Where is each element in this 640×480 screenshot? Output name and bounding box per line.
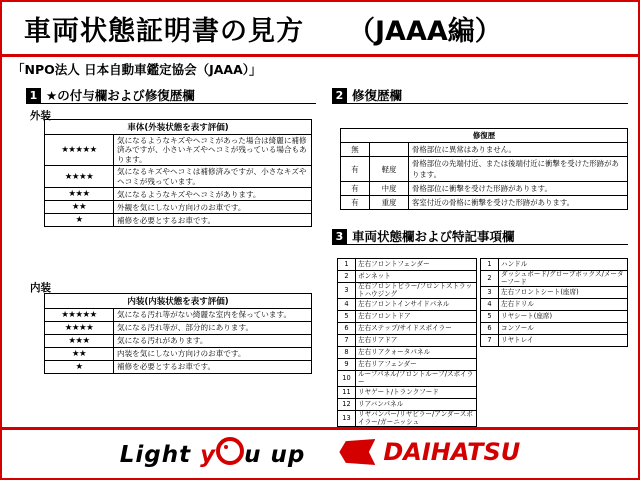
- list-item: [481, 287, 628, 299]
- part-name: コンソール: [499, 323, 628, 335]
- table-row: [341, 143, 628, 157]
- rating-description: 外観を気にしない方向けのお車です。: [114, 201, 312, 214]
- part-number: 5: [481, 311, 499, 323]
- table-row: [45, 166, 312, 188]
- rating-description: 補修を必要とするお車です。: [114, 361, 312, 374]
- exterior-label: 外装: [30, 110, 51, 122]
- section-3-heading: [332, 227, 515, 245]
- interior-parts-table: [480, 258, 628, 347]
- rating-description: 気になるようなキズやヘコミがあった場合は綺麗に補修済みですが、小さいキズやヘコミが残っている場合もあります。: [114, 135, 312, 166]
- list-item: [338, 347, 477, 359]
- repair-description: 骨格部位の先端付近、または後端付近に衝撃を受けた形跡があります。: [409, 157, 628, 182]
- rating-stars: ★★★★★: [45, 135, 114, 166]
- part-number: 8: [338, 347, 356, 359]
- repair-description: 骨格部位に異常はありません。: [409, 143, 628, 157]
- table-row: [45, 214, 312, 227]
- part-number: 7: [338, 335, 356, 347]
- part-name: ボンネット: [356, 271, 477, 283]
- part-number: 7: [481, 335, 499, 347]
- table-row: [341, 182, 628, 196]
- page-title-suffix: （JAAA編）: [348, 15, 502, 47]
- part-name: リヤシート(座席): [499, 311, 628, 323]
- rating-stars: ★★★: [45, 188, 114, 201]
- part-number: 3: [481, 287, 499, 299]
- list-item: [481, 311, 628, 323]
- exterior-table-header: 車体(外装状態を表す評価): [45, 120, 312, 135]
- part-name: リヤバンパー/リヤピラー/アンダースポイラー/ガーニッシュ: [356, 411, 477, 427]
- brand-logo: [339, 438, 520, 466]
- section-2-rule: [332, 103, 628, 104]
- part-number: 6: [338, 323, 356, 335]
- table-header-row: [45, 294, 312, 309]
- list-item: [481, 299, 628, 311]
- part-number: 2: [338, 271, 356, 283]
- table-row: [341, 157, 628, 182]
- part-name: ルーフパネル/フロントルーフ/スポイラー: [356, 371, 477, 387]
- rating-description: 補修を必要とするお車です。: [114, 214, 312, 227]
- rating-stars: ★: [45, 214, 114, 227]
- repair-history-table: [340, 128, 628, 210]
- interior-table-header: 内装(内装状態を表す評価): [45, 294, 312, 309]
- interior-grading-table: [44, 293, 312, 374]
- part-name: 左右リアフェンダー: [356, 359, 477, 371]
- rating-stars: ★★★: [45, 335, 114, 348]
- part-name: 左右フロントピラー/フロントストラットハウジング: [356, 283, 477, 299]
- section-2-heading: [332, 86, 402, 104]
- list-item: [481, 271, 628, 287]
- tagline-y: y: [200, 441, 217, 468]
- part-number: 11: [338, 387, 356, 399]
- table-row: [341, 196, 628, 210]
- part-number: 2: [481, 271, 499, 287]
- part-number: 4: [338, 299, 356, 311]
- section-3-rule: [332, 244, 628, 245]
- list-item: [338, 271, 477, 283]
- part-number: 13: [338, 411, 356, 427]
- list-item: [338, 359, 477, 371]
- list-item: [338, 411, 477, 427]
- section-1-rule: [26, 103, 316, 104]
- rating-description: 気になる汚れ等がない綺麗な室内を保っています。: [114, 309, 312, 322]
- page-title: 車両状態証明書の見方: [24, 15, 304, 47]
- table-row: [45, 188, 312, 201]
- part-number: 10: [338, 371, 356, 387]
- repair-mark: 有: [341, 182, 370, 196]
- daihatsu-d-icon: [339, 439, 375, 465]
- page-footer: [2, 426, 638, 478]
- list-item: [338, 335, 477, 347]
- table-row: [45, 135, 312, 166]
- table-row: [45, 348, 312, 361]
- repair-level: [370, 143, 409, 157]
- repair-mark: 無: [341, 143, 370, 157]
- list-item: [481, 323, 628, 335]
- brand-name: DAIHATSU: [383, 438, 521, 466]
- rating-stars: ★: [45, 361, 114, 374]
- exterior-grading-table: [44, 119, 312, 227]
- tagline-part-2: u up: [244, 441, 306, 468]
- table-row: [45, 322, 312, 335]
- part-name: リヤトレイ: [499, 335, 628, 347]
- section-2-title: 修復歴欄: [352, 88, 403, 103]
- repair-description: 骨格部位に衝撃を受けた形跡があります。: [409, 182, 628, 196]
- part-name: ハンドル: [499, 259, 628, 271]
- list-item: [338, 387, 477, 399]
- list-item: [338, 399, 477, 411]
- tagline-part-1: Light: [119, 441, 201, 468]
- section-3-number: 3: [332, 229, 347, 244]
- list-item: [338, 371, 477, 387]
- part-number: 3: [338, 283, 356, 299]
- rating-description: 内装を気にしない方向けのお車です。: [114, 348, 312, 361]
- list-item: [338, 311, 477, 323]
- interior-label: 内装: [30, 282, 51, 294]
- table-row: [45, 335, 312, 348]
- rating-stars: ★★★★: [45, 322, 114, 335]
- part-name: 左右リアクォータパネル: [356, 347, 477, 359]
- header-divider: [2, 54, 638, 57]
- part-number: 1: [481, 259, 499, 271]
- part-name: 左右ステップ/サイドスポイラー: [356, 323, 477, 335]
- table-header-row: [45, 120, 312, 135]
- rating-stars: ★★★★: [45, 166, 114, 188]
- part-number: 5: [338, 311, 356, 323]
- rating-description: 気になるキズやヘコミは補修済みですが、小さなキズやヘコミが残っています。: [114, 166, 312, 188]
- section-1-title: ★の付与欄および修復歴欄: [46, 88, 195, 103]
- section-2-number: 2: [332, 88, 347, 103]
- part-number: 12: [338, 399, 356, 411]
- page-header: [2, 2, 638, 54]
- list-item: [338, 283, 477, 299]
- table-header-row: [341, 129, 628, 143]
- part-name: 左右フロントシート(座席): [499, 287, 628, 299]
- part-name: ダッシュボード/グローブボックス/メーターフード: [499, 271, 628, 287]
- tagline-o-icon: [216, 437, 244, 465]
- part-name: 左右フロントフェンダー: [356, 259, 477, 271]
- list-item: [481, 259, 628, 271]
- part-name: 左右リアドア: [356, 335, 477, 347]
- list-item: [338, 299, 477, 311]
- repair-level: 中度: [370, 182, 409, 196]
- repair-description: 客室付近の骨格に衝撃を受けた形跡があります。: [409, 196, 628, 210]
- part-name: リアバンパネル: [356, 399, 477, 411]
- section-3-title: 車両状態欄および特記事項欄: [352, 229, 515, 244]
- list-item: [481, 335, 628, 347]
- list-item: [338, 259, 477, 271]
- part-name: 左右フロントインサイドパネル: [356, 299, 477, 311]
- part-number: 9: [338, 359, 356, 371]
- part-number: 1: [338, 259, 356, 271]
- rating-stars: ★★: [45, 348, 114, 361]
- part-number: 4: [481, 299, 499, 311]
- rating-description: 気になる汚れ等が、部分的にあります。: [114, 322, 312, 335]
- section-1-number: 1: [26, 88, 41, 103]
- rating-stars: ★★: [45, 201, 114, 214]
- table-row: [45, 201, 312, 214]
- repair-mark: 有: [341, 157, 370, 182]
- table-row: [45, 361, 312, 374]
- list-item: [338, 323, 477, 335]
- repair-table-header: 修復歴: [341, 129, 628, 143]
- section-1-heading: [26, 86, 195, 104]
- rating-description: 気になる汚れがあります。: [114, 335, 312, 348]
- organization-subtitle: 「NPO法人 日本自動車鑑定協会（JAAA）」: [12, 62, 262, 77]
- tagline: [120, 437, 306, 468]
- part-name: リヤゲート/トランクフード: [356, 387, 477, 399]
- exterior-parts-table: [337, 258, 477, 427]
- repair-level: 軽度: [370, 157, 409, 182]
- table-row: [45, 309, 312, 322]
- part-number: 6: [481, 323, 499, 335]
- rating-description: 気になるようなキズやヘコミがあります。: [114, 188, 312, 201]
- repair-level: 重度: [370, 196, 409, 210]
- part-name: 左右ドリル: [499, 299, 628, 311]
- repair-mark: 有: [341, 196, 370, 210]
- rating-stars: ★★★★★: [45, 309, 114, 322]
- part-name: 左右フロントドア: [356, 311, 477, 323]
